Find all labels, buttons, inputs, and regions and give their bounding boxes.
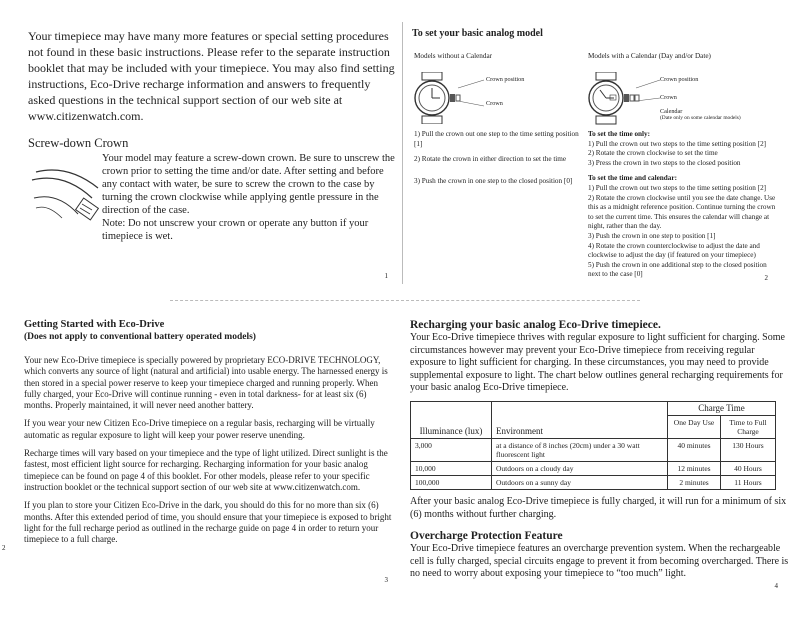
lux-cell: 100,000: [411, 475, 492, 489]
after-charge-text: After your basic analog Eco-Drive timepiece is fully charged, it will run for a minimum of six (6) months without further charging.: [410, 495, 787, 520]
eco-drive-paragraph-4: If you plan to store your Citizen Eco-Drive in the dark, you should do this for no more than six (6) months. After this extended period of time, you should ensure that your timepiece is exposed to bright light for the full recharge period as outlined in the recharge guide on page 4 in order to return your timepiece to a full charge.: [24, 500, 392, 545]
one-day-cell: 12 minutes: [668, 461, 721, 475]
table-row: [411, 475, 776, 489]
horizontal-divider: [170, 300, 640, 301]
charge-time-header: Charge Time: [668, 401, 776, 415]
col1-step-1: 1) Pull the crown out one step to the time setting position [1]: [414, 130, 579, 148]
col1-steps: [414, 130, 580, 186]
col1-step-3: 3) Push the crown in one step to the closed position [0]: [414, 176, 573, 185]
overcharge-text: Your Eco-Drive timepiece features an overcharge prevention system. When the rechargeable cell is fully charged, special circuits engage to prevent it from becoming overcharged. There is no need to worry about exposing your timepiece to “too much” light.: [410, 543, 789, 580]
set-time-calendar-title: To set the time and calendar:: [588, 174, 677, 183]
wet-note: Note: Do not unscrew your crown or operate any button if your timepiece is wet.: [102, 218, 369, 242]
full-charge-cell: 11 Hours: [721, 475, 776, 489]
environment-cell: Outdoors on a cloudy day: [492, 461, 668, 475]
screw-down-crown-title: Screw-down Crown: [28, 136, 129, 150]
full-charge-cell: 130 Hours: [721, 438, 776, 461]
crown-label-2: Crown: [660, 94, 677, 101]
set-time-only-title: To set the time only:: [588, 130, 651, 138]
eco-drive-title: Getting Started with Eco-Drive: [24, 319, 165, 330]
col1-step-2: 2) Rotate the crown in either direction to set the time: [414, 155, 567, 164]
page-number: 1: [384, 272, 388, 280]
lux-cell: 3,000: [411, 438, 492, 461]
set-cal-step-4: 4) Rotate the crown counterclockwise to adjust the date and clockwise to adjust the day (if featured on your timepiece): [588, 241, 760, 260]
table-row: [411, 461, 776, 475]
page-4: [410, 318, 790, 598]
page-2: [412, 28, 782, 290]
eco-drive-subtitle: (Does not apply to conventional battery operated models): [24, 332, 256, 342]
page-number-4: 4: [774, 582, 778, 590]
illuminance-header: Illuminance (lux): [411, 415, 492, 438]
recharge-table: [410, 401, 776, 490]
set-cal-step-5: 5) Push the crown in one additional step to the closed position next to the case [0]: [588, 260, 767, 279]
environment-cell: at a distance of 8 inches (20cm) under a 30 watt fluorescent light: [492, 438, 668, 461]
intro-paragraph: Your timepiece may have many more features or special setting procedures not found in these basic instructions. Please refer to the separate instruction booklet that may be included with your timepiece. You may also find setting instructions, Eco-Drive recharge information and answers to frequently asked questions in the technical support section of our web site at www.citizenwatch.com.: [28, 29, 395, 123]
models-without-calendar-heading: Models without a Calendar: [414, 52, 493, 60]
crown-label: Crown: [486, 100, 503, 107]
recharging-title: Recharging your basic analog Eco-Drive timepiece.: [410, 319, 661, 331]
eco-drive-paragraph-1: Your new Eco-Drive timepiece is specially powered by proprietary ECO-DRIVE TECHNOLOGY, which converts any source of light (natural and artificial) into usable energy. The harnessed energy is then stored in a special power reserve to keep your timepiece charged and running properly. When fully charged, your Eco-Drive will continue running - even in total darkness- for at least six (6) months. Properly maintained, it will never need another battery.: [24, 355, 388, 411]
table-row: [411, 438, 776, 461]
one-day-cell: 40 minutes: [668, 438, 721, 461]
side-number: 2: [2, 544, 6, 552]
set-time-step-2: 2) Rotate the crown clockwise to set the time: [588, 149, 718, 158]
one-day-cell: 2 minutes: [668, 475, 721, 489]
set-cal-step-3: 3) Push the crown in one step to position [1]: [588, 231, 716, 240]
set-cal-step-1: 1) Pull the crown out two steps to the time setting position [2]: [588, 183, 767, 192]
set-cal-step-2: 2) Rotate the crown clockwise until you see the date change. Use this as a midnight reference position. Continue turning the crown to set the current time. This ensures the calendar will change at night, rather than the day.: [588, 193, 776, 231]
page-number-2: 2: [764, 274, 768, 282]
page-divider: [402, 22, 403, 284]
set-analog-title: To set your basic analog model: [412, 28, 543, 39]
eco-drive-paragraph-3: Recharge times will vary based on your timepiece and the type of light utilized. Direct sunlight is the fastest, most efficient light source for recharging. Recharging information for your basic analog timepiece can be found on page 4 of this booklet. For other models, please refer to your specific instruction booklet or the technical support section of our web site at www.citizenwatch.com.: [24, 448, 388, 492]
crown-position-label-2: Crown position: [660, 76, 699, 83]
environment-cell: Outdoors on a sunny day: [492, 475, 668, 489]
overcharge-title: Overcharge Protection Feature: [410, 530, 563, 543]
set-time-step-1: 1) Pull the crown out two steps to the time setting position [2]: [588, 139, 767, 148]
col2-steps: [588, 130, 778, 280]
lux-cell: 10,000: [411, 461, 492, 475]
screw-down-text: Your model may feature a screw-down crown. Be sure to unscrew the crown prior to setting the time and/or date. After setting and before any contact with water, be sure to screw the crown to the case by turning the crown clockwise while applying gentle pressure in the direction of the case.: [102, 153, 395, 216]
set-time-step-3: 3) Press the crown in two steps to the closed position: [588, 158, 741, 167]
full-charge-header: Time to Full Charge: [721, 415, 776, 438]
full-charge-cell: 40 Hours: [721, 461, 776, 475]
calendar-label: Calendar: [660, 108, 683, 115]
watch-no-calendar-icon: [414, 72, 496, 124]
models-with-calendar-heading: Models with a Calendar (Day and/or Date): [588, 52, 711, 60]
crown-position-label: Crown position: [486, 76, 525, 83]
recharging-intro: Your Eco-Drive timepiece thrives with regular exposure to light sufficient for charging. Some circumstances however may prevent your Eco-Drive timepiece from receiving regular exposure to light sufficient for charging. In these circumstances, you may need to provide supplemental exposure to light. The chart below outlines general recharging requirements for your basic analog Eco-Drive timepiece.: [410, 332, 785, 394]
page-1: [28, 28, 398, 290]
page-3: [2, 318, 396, 598]
page-number-3: 3: [384, 576, 388, 584]
crown-illustration-icon: [28, 158, 108, 238]
environment-header: Environment: [492, 415, 668, 438]
calendar-note-label: (Date only on some calendar models): [660, 115, 741, 121]
eco-drive-paragraph-2: If you wear your new Citizen Eco-Drive timepiece on a regular basis, recharging will be virtually automatic as regular exposure to light will keep your power reserve unending.: [24, 418, 375, 440]
one-day-header: One Day Use: [668, 415, 721, 438]
